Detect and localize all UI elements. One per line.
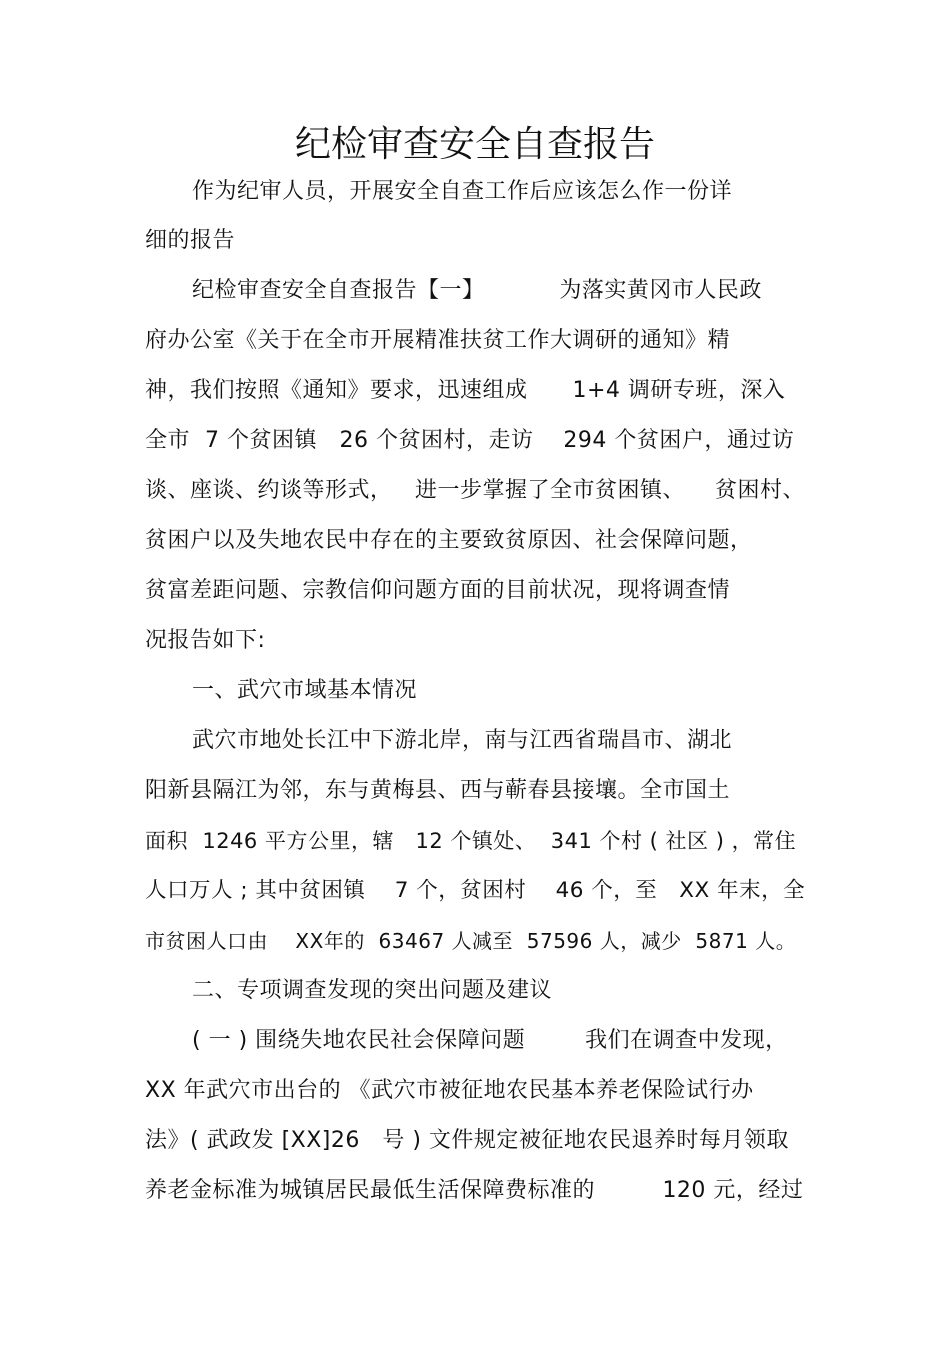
text-line: 面积 1246 平方公里，辖 12 个镇处、 341 个村 ( 社区 ) ，常住 [145,829,797,853]
section-heading: 一、武穴市域基本情况 [192,678,418,703]
text-line: 细的报告 [145,228,236,253]
text-line: 神，我们按照《通知》要求，迅速组成 1+4 调研专班，深入 [145,378,786,403]
document-title: 纪检审查安全自查报告 [294,124,655,165]
text-line: 人口万人 ; 其中贫困镇 7 个，贫困村 46 个，至 XX 年末，全 [145,878,806,903]
text-line: 作为纪审人员，开展安全自查工作后应该怎么作一份详 [192,179,733,204]
text-line: 府办公室《关于在全市开展精准扶贫工作大调研的通知》精 [145,328,731,353]
text-line: 纪检审查安全自查报告【一】 为落实黄冈市人民政 [192,278,762,303]
text-line: 况报告如下: [145,628,266,653]
text-line: 市贫困人口由 XX年的 63467 人减至 57596 人，减少 5871 人。 [145,929,797,953]
text-line: ( 一 ) 围绕失地农民社会保障问题 我们在调查中发现， [192,1028,788,1053]
text-line: 谈、座谈、约谈等形式， 进一步掌握了全市贫困镇、 贫困村、 [145,478,805,503]
text-line: 阳新县隔江为邻，东与黄梅县、西与蕲春县接壤。全市国土 [145,778,731,803]
text-line: 贫困户以及失地农民中存在的主要致贫原因、社会保障问题， [145,528,753,553]
text-line: XX 年武穴市出台的 《武穴市被征地农民基本养老保险试行办 [145,1078,754,1103]
text-line: 法》( 武政发 [XX]26 号 ) 文件规定被征地农民退养时每月领取 [145,1128,789,1153]
text-line: 养老金标准为城镇居民最低生活保障费标准的 120 元，经过 [145,1178,804,1203]
text-line: 贫富差距问题、宗教信仰问题方面的目前状况，现将调查情 [145,578,731,603]
text-line: 全市 7 个贫困镇 26 个贫困村，走访 294 个贫困户，通过访 [145,428,795,453]
text-line: 武穴市地处长江中下游北岸，南与江西省瑞昌市、湖北 [192,728,733,753]
section-heading: 二、专项调查发现的突出问题及建议 [192,978,553,1003]
